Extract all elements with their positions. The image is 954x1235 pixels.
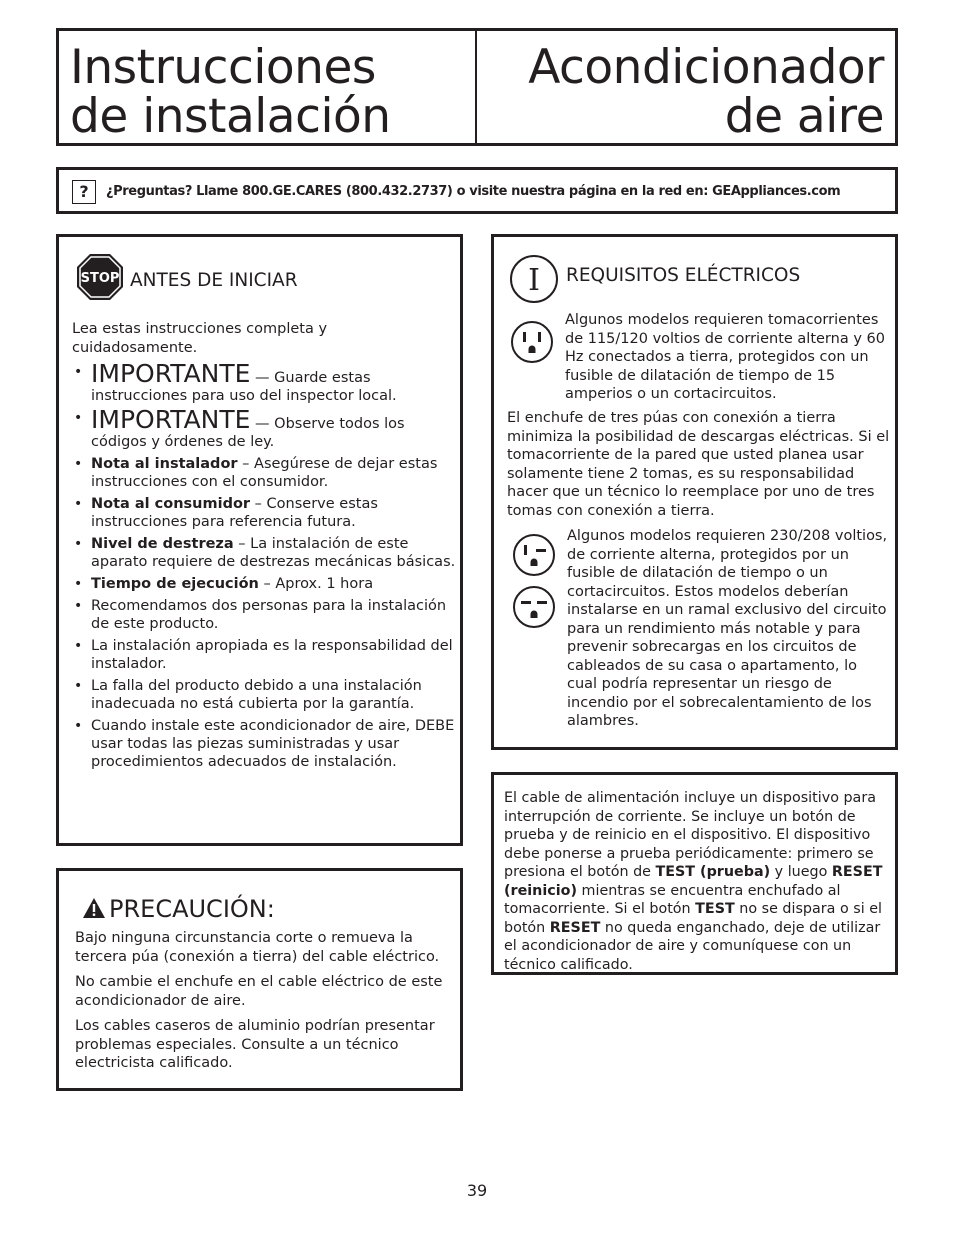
- caution-title: PRECAUCIÓN:: [83, 895, 275, 923]
- caution-section: [56, 868, 463, 1091]
- intro-text: Lea estas instrucciones completa y cuidadosamente.: [72, 321, 328, 356]
- electrical-requirements-title: REQUISITOS ELÉCTRICOS: [566, 265, 801, 286]
- list-item: • Nota al consumidor – Conserve estas instrucciones para referencia futura.: [72, 495, 457, 531]
- before-you-begin-list: [72, 359, 457, 775]
- title-left-line2: de instalación: [70, 89, 391, 144]
- questions-text: ¿Preguntas? Llame 800.GE.CARES (800.432.2737) o visite nuestra página en la red en: GEAppliances.com: [106, 184, 841, 199]
- before-you-begin-title: ANTES DE INICIAR: [130, 270, 298, 291]
- electrical-requirements-section: [491, 234, 898, 750]
- power-cord-text: El cable de alimentación incluye un dispositivo para interrupción de corriente. Se incluye un botón de prueba y de reinicio en el dispositivo. El dispositivo debe ponerse a prueba periódicamente: primero se presiona el botón de TEST (prueba) y luego RESET (reinicio) mientras se encuentra enchufado al tomacorriente. Si el botón TEST no se dispara o si el botón RESET no queda enganchado, deje de utilizar el acondicionador de aire y comuníquese con un técnico calificado.: [504, 790, 883, 973]
- list-item: • Nivel de destreza – La instalación de este aparato requiere de destrezas mecánicas básicas.: [72, 535, 457, 571]
- title-air-conditioner: [528, 40, 884, 144]
- page-number: 39: [466, 1181, 488, 1200]
- header-box: [56, 28, 898, 146]
- caution-paragraph-1: Bajo ninguna circunstancia corte o remueva la tercera púa (conexión a tierra) del cable eléctrico.: [75, 930, 440, 965]
- title-right-line2: de aire: [724, 89, 884, 144]
- warning-triangle-icon: [83, 898, 105, 918]
- questions-bar: [56, 167, 898, 214]
- list-item: • La instalación apropiada es la responsabilidad del instalador.: [72, 637, 457, 673]
- caution-paragraph-2: No cambie el enchufe en el cable eléctrico de este acondicionador de aire.: [75, 974, 443, 1009]
- info-letter: I: [528, 263, 540, 298]
- list-item: • Tiempo de ejecución – Aprox. 1 hora: [72, 575, 457, 593]
- title-left-line1: Instrucciones: [70, 40, 376, 95]
- power-cord-section: [491, 772, 898, 975]
- list-item: • IMPORTANTE — Observe todos los códigos y órdenes de ley.: [72, 409, 457, 451]
- stop-sign-icon: [76, 253, 124, 301]
- list-item: • La falla del producto debido a una instalación inadecuada no está cubierta por la garantía.: [72, 677, 457, 713]
- question-mark-icon: ?: [72, 180, 96, 204]
- title-right-line1: Acondicionador: [528, 40, 884, 95]
- title-installation: [70, 40, 391, 144]
- info-icon: [509, 254, 559, 304]
- electrical-paragraph-3: Algunos modelos requieren 230/208 voltios, de corriente alterna, protegidos por un fusible de dilatación de tiempo o un cortacircuitos. Estos modelos deberían instalarse en un ramal exclusivo del circuito para un rendimiento más notable y para prevenir sobrecargas en los circuitos de cableados de su casa o apartamento, lo cual podría representar un riesgo de incendio por el sobrecalentamiento de los alambres.: [567, 528, 888, 729]
- stop-label: STOP: [80, 271, 120, 286]
- list-item: • Cuando instale este acondicionador de aire, DEBE usar todas las piezas suministradas y usar procedimientos adecuados de instalación.: [72, 717, 457, 771]
- list-item: • IMPORTANTE — Guarde estas instrucciones para uso del inspector local.: [72, 363, 457, 405]
- electrical-paragraph-2: El enchufe de tres púas con conexión a tierra minimiza la posibilidad de descargas eléctricas. Si el tomacorriente de la pared que usted planea usar solamente tiene 2 tomas, es su responsabilidad hacer que un técnico lo reemplace por uno de tres tomas con conexión a tierra.: [507, 410, 890, 519]
- list-item: • Recomendamos dos personas para la instalación de este producto.: [72, 597, 457, 633]
- header-divider: [475, 31, 477, 143]
- 230v-outlet-icon: [512, 533, 556, 577]
- three-prong-outlet-icon: [510, 320, 554, 364]
- before-you-begin-section: [56, 234, 463, 846]
- caution-paragraph-3: Los cables caseros de aluminio podrían presentar problemas especiales. Consulte a un técnico electricista calificado.: [75, 1018, 435, 1071]
- electrical-paragraph-1: Algunos modelos requieren tomacorrientes de 115/120 voltios de corriente alterna y 60 Hz conectados a tierra, protegidos con un fusible de dilatación de tiempo de 15 amperios o un cortacircuitos.: [565, 312, 885, 402]
- 208v-outlet-icon: [512, 585, 556, 629]
- list-item: • Nota al instalador – Asegúrese de dejar estas instrucciones con el consumidor.: [72, 455, 457, 491]
